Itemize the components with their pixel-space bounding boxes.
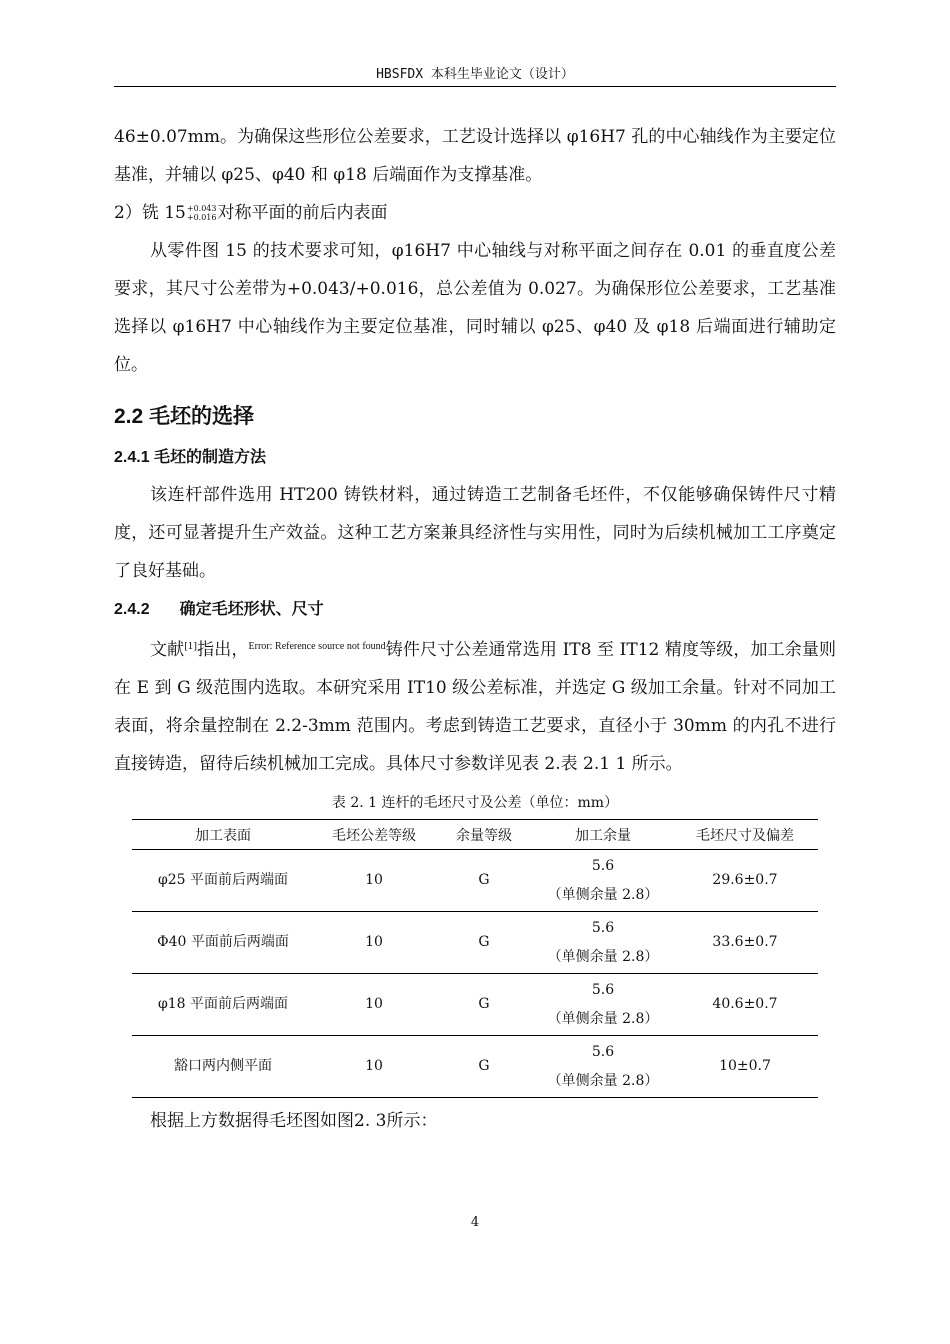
cell-size: 33.6±0.7 [672,912,818,974]
allowance-value: 5.6 [591,857,615,874]
para4-rest: 铸件尺寸公差通常选用 IT8 至 IT12 精度等级，加工余量则在 E 到 G 级范围内选取。本研究采用 IT10 级公差标准，并选定 G 级加工余量。针对不同加工表面，将余量控制在 2.2-3mm 范围内。考虑到铸造工艺要求，直径小于 30mm 的内孔不进行直接铸造，留待后续机械加工完成。具体尺寸参数详见表 2.表 2.1 1 所示。 [114,640,837,774]
cell-surface: φ25 平面前后两端面 [132,850,314,912]
allowance-note: （单侧余量 2.8） [547,1010,659,1027]
paragraph-tolerance: 从零件图 15 的技术要求可知，φ16H7 中心轴线与对称平面之间存在 0.01 的垂直度公差要求，其尺寸公差带为+0.043/+0.016，总公差值为 0.027。为确保形位公差要求，工艺基准选择以 φ16H7 中心轴线作为主要定位基准，同时辅以 φ25、φ40 及 φ18 后端面进行辅助定位。 [114,241,836,375]
paragraph-manufacturing: 该连杆部件选用 HT200 铸铁材料，通过铸造工艺制备毛坯件，不仅能够确保铸件尺寸精度，还可显著提升生产效益。这种工艺方案兼具经济性与实用性，同时为后续机械加工工序奠定了良好基础。 [114,485,836,581]
running-header: HBSFDX 本科生毕业论文（设计） [114,66,836,87]
page-body [114,118,836,1140]
section-heading: 2.2 毛坯的选择 [114,405,255,428]
paragraph-continued: 46±0.07mm。为确保这些形位公差要求，工艺设计选择以 φ16H7 孔的中心轴线作为主要定位基准，并辅以 φ25、φ40 和 φ18 后端面作为支撑基准。 [114,127,836,185]
table-header-cell: 毛坯尺寸及偏差 [672,820,818,850]
tolerance-lower: +0.016 [186,213,217,222]
paragraph-figure-ref: 根据上方数据得毛坯图如图2. 3所示： [150,1111,438,1131]
cell-surface: 豁口两内侧平面 [132,1036,314,1098]
allowance-value: 5.6 [591,981,615,998]
cell-allowance [534,912,672,974]
table-header-cell: 余量等级 [434,820,534,850]
allowance-value: 5.6 [591,1043,615,1060]
para4-mid: 指出， [197,640,249,660]
cell-grade: 10 [314,850,434,912]
cell-grade: 10 [314,1036,434,1098]
cell-grade: 10 [314,912,434,974]
list-item-2-prefix: 2）铣 15 [114,203,186,223]
tolerance-upper: +0.043 [186,204,217,213]
cell-size: 29.6±0.7 [672,850,818,912]
cell-allowance-grade: G [434,912,534,974]
table-header-cell: 加工余量 [534,820,672,850]
list-item-2-suffix: 对称平面的前后内表面 [217,203,388,223]
page-number: 4 [470,1215,480,1230]
cell-allowance [534,1036,672,1098]
cell-allowance [534,974,672,1036]
blank-dimension-table [132,819,818,1098]
list-item-2 [114,194,836,232]
table-header-cell: 毛坯公差等级 [314,820,434,850]
paragraph-reference [114,628,836,783]
cell-allowance-grade: G [434,850,534,912]
table-row [132,974,818,1036]
subsection-heading-1: 2.4.1 毛坯的制造方法 [114,449,267,466]
cell-allowance [534,850,672,912]
cell-grade: 10 [314,974,434,1036]
allowance-value: 5.6 [591,919,615,936]
subsection-title: 确定毛坯形状、尺寸 [179,601,324,618]
para4-start: 文献 [150,640,185,660]
table-row [132,850,818,912]
allowance-note: （单侧余量 2.8） [547,1072,659,1089]
citation-ref: [1] [184,642,198,652]
table-row [132,912,818,974]
cell-allowance-grade: G [434,974,534,1036]
allowance-note: （单侧余量 2.8） [547,886,659,903]
table-caption: 表 2. 1 连杆的毛坯尺寸及公差（单位：mm） [331,795,619,811]
table-header-row [132,820,818,850]
cell-size: 40.6±0.7 [672,974,818,1036]
reference-error-text: Error: Reference source not found [248,641,386,652]
cell-surface: φ18 平面前后两端面 [132,974,314,1036]
tolerance-stack [187,204,217,222]
subsection-heading-2 [114,592,836,628]
subsection-number: 2.4.2 [114,601,150,618]
table-header-cell: 加工表面 [132,820,314,850]
table-row [132,1036,818,1098]
cell-size: 10±0.7 [672,1036,818,1098]
allowance-note: （单侧余量 2.8） [547,948,659,965]
cell-surface: Φ40 平面前后两端面 [132,912,314,974]
cell-allowance-grade: G [434,1036,534,1098]
